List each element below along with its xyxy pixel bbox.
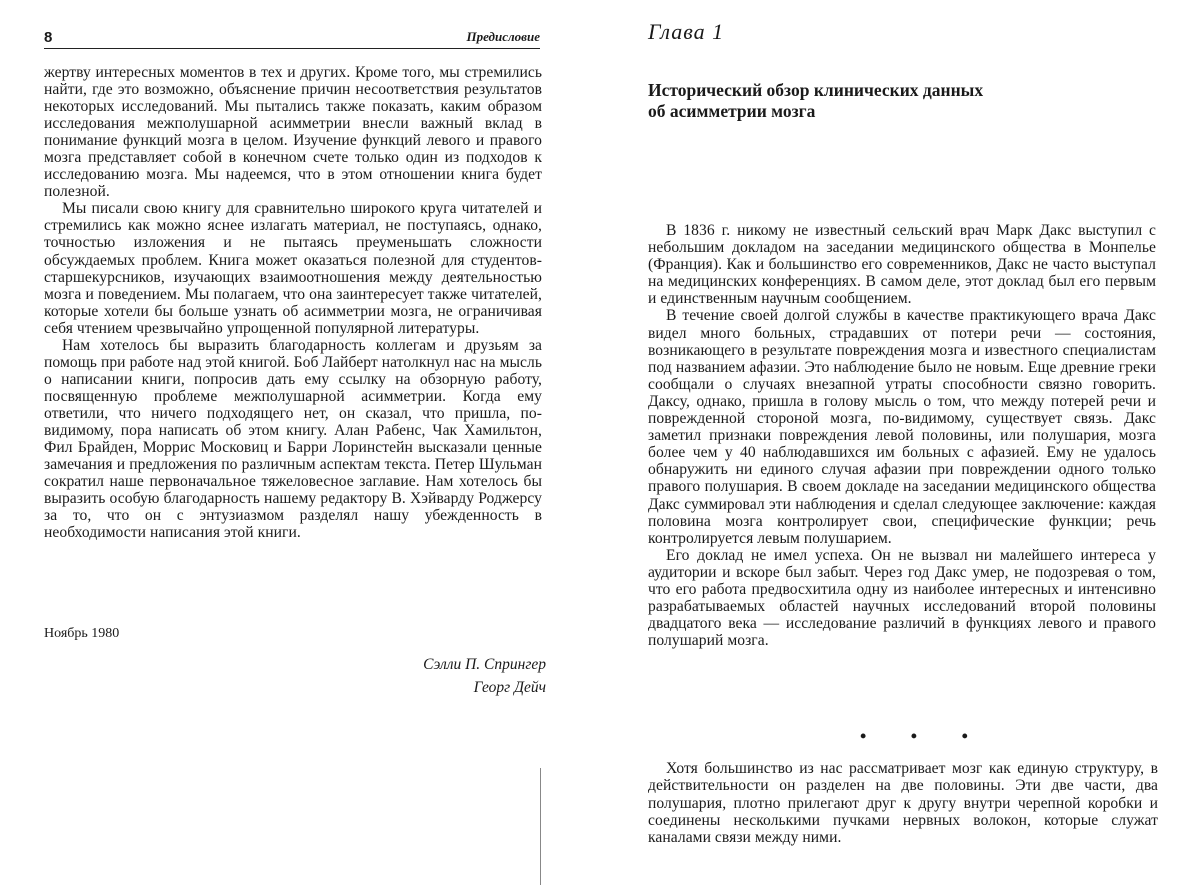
paragraph: В течение своей долгой службы в качестве практикующего врача Дакс видел много больных, страдавших от потери речи — состояния, возникающего в результате повреждения мозга и известного специалистам под названием афазии. Это наблюдение было не новым. Еще древние греки сообщали о случаях внезапной утраты способности связно говорить. Даксу, однако, пришла в голову мысль о том, что между потерей речи и поврежденной стороной мозга, по-видимому, существует связь. Дакс заметил признаки повреждения левой половины, или полушария, мозга более чем у 40 наблюдавшихся им больных с афазией. Ему не удалось обнаружить ни единого случая афазии при повреждении одного только правого полушария. В своем докладе на заседании медицинского общества Дакс суммировал эти наблюдения и сделал следующее заключение: каждая половина мозга контролирует свои, специфические функции; речь контролируется левым полушарием. (648, 307, 1156, 547)
chapter-label: Глава 1 (648, 19, 725, 44)
page-number: 8 (44, 29, 53, 46)
section-separator: • • • (860, 726, 988, 746)
chapter-title-line: Исторический обзор клинических данных (648, 80, 984, 100)
section-name: Предисловие (466, 29, 540, 44)
paragraph: Нам хотелось бы выразить благодарность коллегам и друзьям за помощь при работе над этой книгой. Боб Лайберт натолкнул нас на мысль о написании книги, попросив дать ему ссылку на обзорную работу, посвященную проблеме межполушарной асимметрии. Когда ему ответили, что ничего подходящего нет, он сказал, что пришла, по-видимому, пора написать об этом книгу. Алан Рабенс, Чак Хамильтон, Фил Брайден, Моррис Московиц и Барри Лоринстейн высказали ценные замечания и предложения по различным аспектам текста. Петер Шульман сократил наше первоначальное тяжеловесное заглавие. Нам хотелось бы выразить особую благодарность нашему редактору В. Хэйварду Роджерсу за то, что он с энтузиазмом разделял нашу убежденность в необходимости написания этой книги. (44, 336, 542, 542)
chapter-body-continued (648, 760, 1158, 846)
paragraph: В 1836 г. никому не известный сельский врач Марк Дакс выступил с небольшим докладом на заседании медицинского общества в Монпелье (Франция). Как и большинство его современников, Дакс не часто выступал на медицинских конференциях. В самом деле, этот доклад был его первым и единственным научным сообщением. (648, 222, 1156, 308)
chapter-title (648, 80, 1068, 122)
preface-body (44, 64, 542, 541)
right-page (600, 0, 1200, 885)
running-head (44, 28, 540, 49)
preface-date: Ноябрь 1980 (44, 626, 120, 641)
paragraph: Мы писали свою книгу для сравнительно широкого круга читателей и стремились как можно яснее излагать материал, не поступаясь, однако, точностью изложения и не пытаясь преуменьшать сложности обсуждаемых проблем. Книга может оказаться полезной для студентов-старшекурсников, изучающих взаимоотношения между деятельностью мозга и поведением. Мы полагаем, что она заинтересует также читателей, которые хотели бы больше узнать об асимметрии мозга, не ограничивая себя чтением чрезвычайно упрощенной популярной литературы. (44, 200, 542, 337)
author-signature: Сэлли П. Спрингер (423, 656, 546, 673)
chapter-body (648, 222, 1156, 649)
paragraph: Хотя большинство из нас рассматривает мозг как единую структуру, в действительности он разделен на две половины. Эти две части, два полушария, плотно прилегают друг к другу внутри черепной коробки и соединены несколькими пучками нервных волокон, которые служат каналами связи между ними. (648, 760, 1158, 847)
paragraph: жертву интересных моментов в тех и других. Кроме того, мы стремились найти, где это возможно, объяснение причин несоответствия результатов некоторых исследований. Мы пытались также показать, каким образом исследования межполушарной асимметрии внесли важный вклад в понимание функций мозга в целом. Изучение функций левого и правого мозга представляет собой в конечном счете только один из подходов к исследованию мозга. Мы надеемся, что в этом отношении книга будет полезной. (44, 64, 542, 201)
author-signature: Георг Дейч (473, 679, 546, 696)
chapter-title-line: об асимметрии мозга (648, 101, 816, 121)
paragraph: Его доклад не имел успеха. Он не вызвал ни малейшего интереса у аудитории и вскоре был забыт. Через год Дакс умер, не подозревая о том, что его работа предвосхитила одну из наиболее интересных и интенсивно разрабатываемых областей научных исследований второй половины двадцатого века — исследование различий в функциях левого и правого полушарий мозга. (648, 546, 1156, 650)
gutter-line (540, 768, 541, 885)
